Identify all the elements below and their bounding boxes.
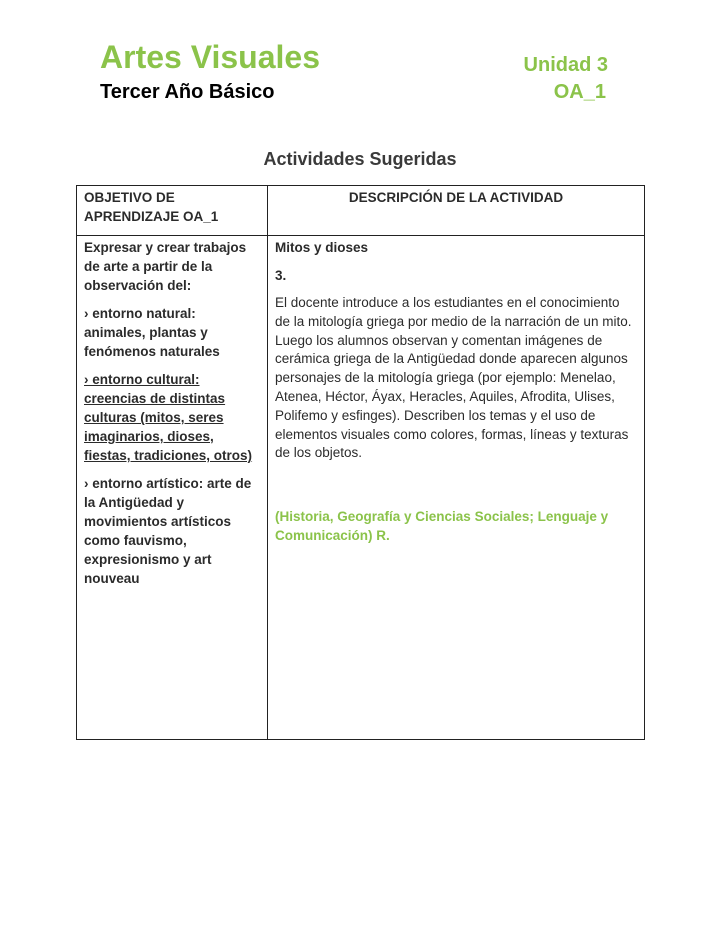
activity-number: 3.	[275, 268, 287, 283]
activity-description: El docente introduce a los estudiantes en el conocimiento de la mitología griega por medio de la narración de un mito. Luego los alumnos observan y comentan imágenes de cerámica griega de la Antigüedad donde aparecen algunos personajes de la mitología griega (por ejemplo: Menelao, Atenea, Héctor, Áyax, Heracles, Aquiles, Afrodita, Ulises, Polifemo y esfinges). Describen los temas y el uso de elementos visuales como colores, formas, líneas y texturas de los objetos.	[275, 295, 632, 461]
oa-label: OA_1	[553, 81, 606, 103]
section-title: Actividades Sugeridas	[263, 149, 457, 169]
objective-cell	[77, 236, 268, 740]
table-header-row	[77, 186, 645, 236]
unit-label: Unidad 3	[523, 54, 608, 76]
objective-intro: Expresar y crear trabajos de arte a partir de la observación del:	[84, 240, 247, 293]
description-column-header: DESCRIPCIÓN DE LA ACTIVIDAD	[268, 186, 645, 236]
cross-curricular-reference: (Historia, Geografía y Ciencias Sociales; Lenguaje y Comunicación) R.	[275, 509, 609, 544]
objective-item-cultural: › entorno cultural: creencias de distintas culturas (mitos, seres imaginarios, dioses, fiestas, tradiciones, otros)	[84, 372, 253, 463]
page-title: Artes Visuales	[100, 39, 320, 75]
objective-column-header: OBJETIVO DE APRENDIZAJE OA_1	[77, 186, 268, 236]
objective-item-artistic: › entorno artístico: arte de la Antigüedad y movimientos artísticos como fauvismo, expresionismo y art nouveau	[84, 476, 252, 586]
activity-table	[76, 185, 645, 740]
activity-cell	[268, 236, 645, 740]
table-body-row	[77, 236, 645, 740]
objective-item-natural: › entorno natural: animales, plantas y fenómenos naturales	[84, 306, 220, 359]
activity-title: Mitos y dioses	[275, 240, 369, 255]
grade-label: Tercer Año Básico	[100, 81, 275, 103]
